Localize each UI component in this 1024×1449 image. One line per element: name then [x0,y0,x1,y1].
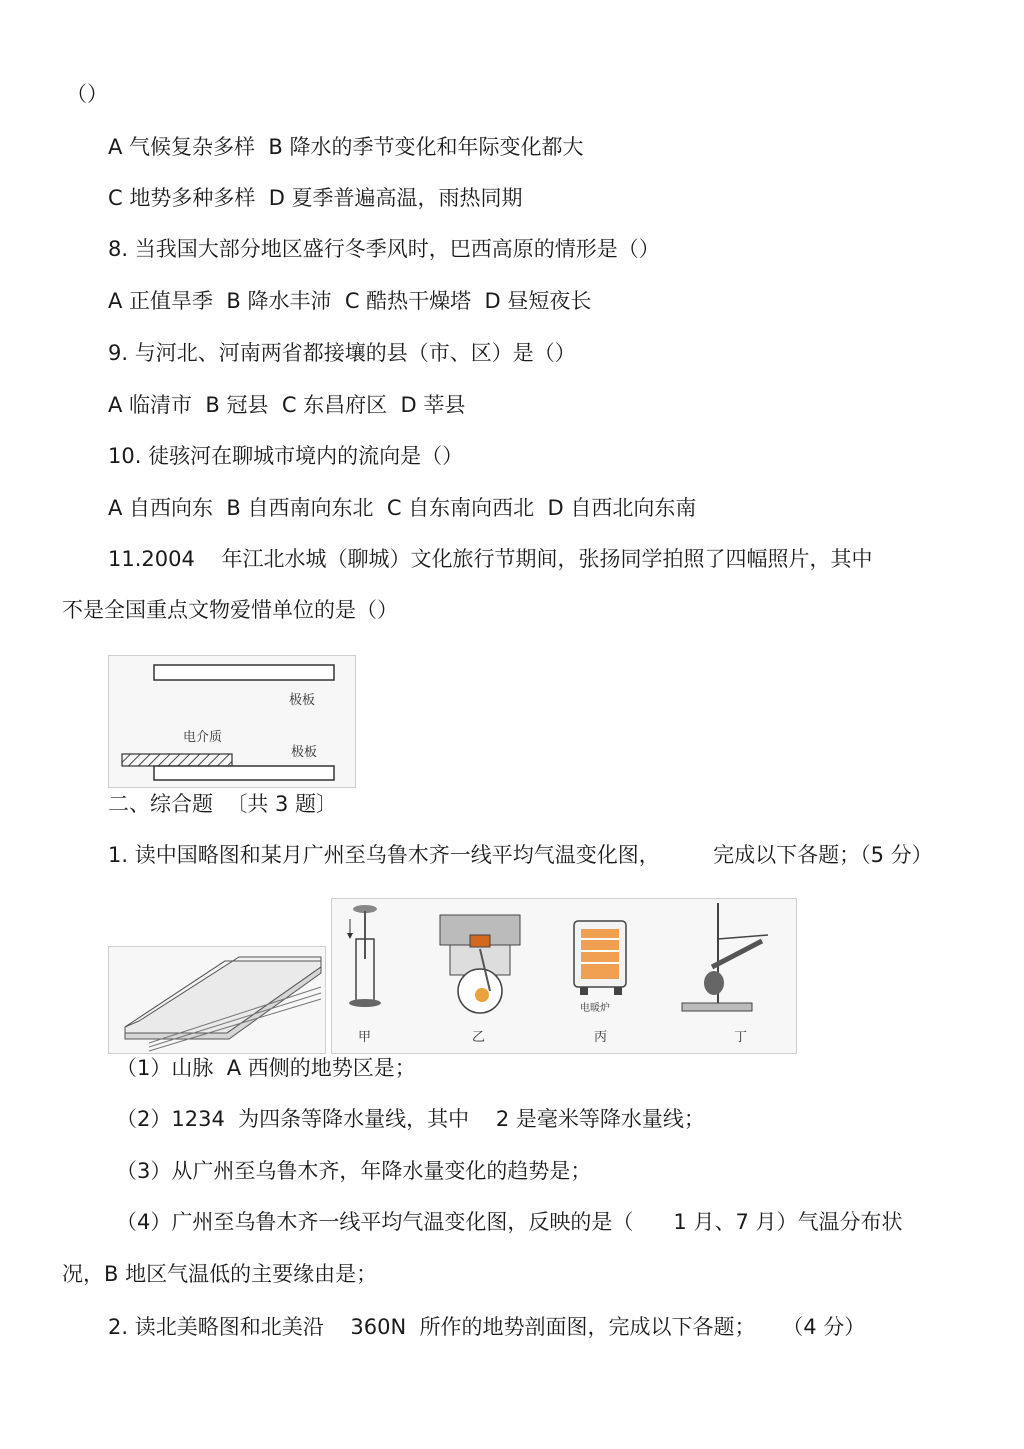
label-heater: 电暖炉 [580,1003,610,1014]
text-line: （） [66,82,108,106]
text-line: （3）从广州至乌鲁木齐，年降水量变化的趋势是； [116,1159,592,1183]
text-line: 不是全国重点文物爱惜单位的是（） [62,598,398,622]
text-line: C 地势多种多样 D 夏季普遍高温，雨热同期 [108,186,523,210]
text-line: 11.2004 年江北水城（聊城）文化旅行节期间，张扬同学拍照了四幅照片，其中 [108,547,873,571]
plate-label-top: 极板 [289,693,316,708]
fire-piston-drawing [347,905,381,1007]
label-jia: 甲 [358,1030,372,1045]
plate-label-bottom: 极板 [291,745,318,760]
text-line: （1）山脉 A 西侧的地势区是； [116,1056,416,1080]
top-plate [154,665,334,680]
text-line: A 气候复杂多样 B 降水的季节变化和年际变化都大 [108,135,584,159]
ring-stand-drawing [682,903,768,1011]
capacitor-figure [108,655,356,788]
label-ding: 丁 [734,1030,748,1045]
text-line: A 正值旱季 B 降水丰沛 C 酷热干燥塔 D 昼短夜长 [108,289,592,313]
section-heading: 二、综合题 〔共 3 题〕 [108,792,338,816]
text-line: 10. 徒骇河在聊城市境内的流向是（） [108,444,464,468]
apparatus-figure [331,898,797,1054]
engine-drawing [440,915,520,1013]
bottom-plate [154,766,334,780]
text-line: （2）1234 为四条等降水量线，其中 2 是毫米等降水量线； [116,1107,705,1131]
text-line: 9. 与河北、河南两省都接壤的县（市、区）是（） [108,341,576,365]
text-line: A 自西向东 B 自西南向东北 C 自东南向西北 D 自西北向东南 [108,496,697,520]
text-line: 2. 读北美略图和北美沿 360N 所作的地势剖面图，完成以下各题； （4 分） [108,1315,866,1339]
text-line: 况，B 地区气温低的主要缘由是； [62,1262,378,1286]
text-line: （4）广州至乌鲁木齐一线平均气温变化图，反映的是（ 1 月、7 月）气温分布状 [116,1210,903,1234]
stacked-books-figure [108,946,326,1054]
label-yi: 乙 [472,1030,486,1045]
text-line: 8. 当我国大部分地区盛行冬季风时，巴西高原的情形是（） [108,237,660,261]
label-bing: 丙 [594,1030,608,1045]
text-line: A 临清市 B 冠县 C 东昌府区 D 莘县 [108,393,466,417]
dielectric-slab [122,754,232,766]
electric-heater-drawing [574,921,626,995]
dielectric-label: 电介质 [183,730,223,745]
text-line: 1. 读中国略图和某月广州至乌鲁木齐一线平均气温变化图， 完成以下各题；（5 分） [108,843,933,867]
